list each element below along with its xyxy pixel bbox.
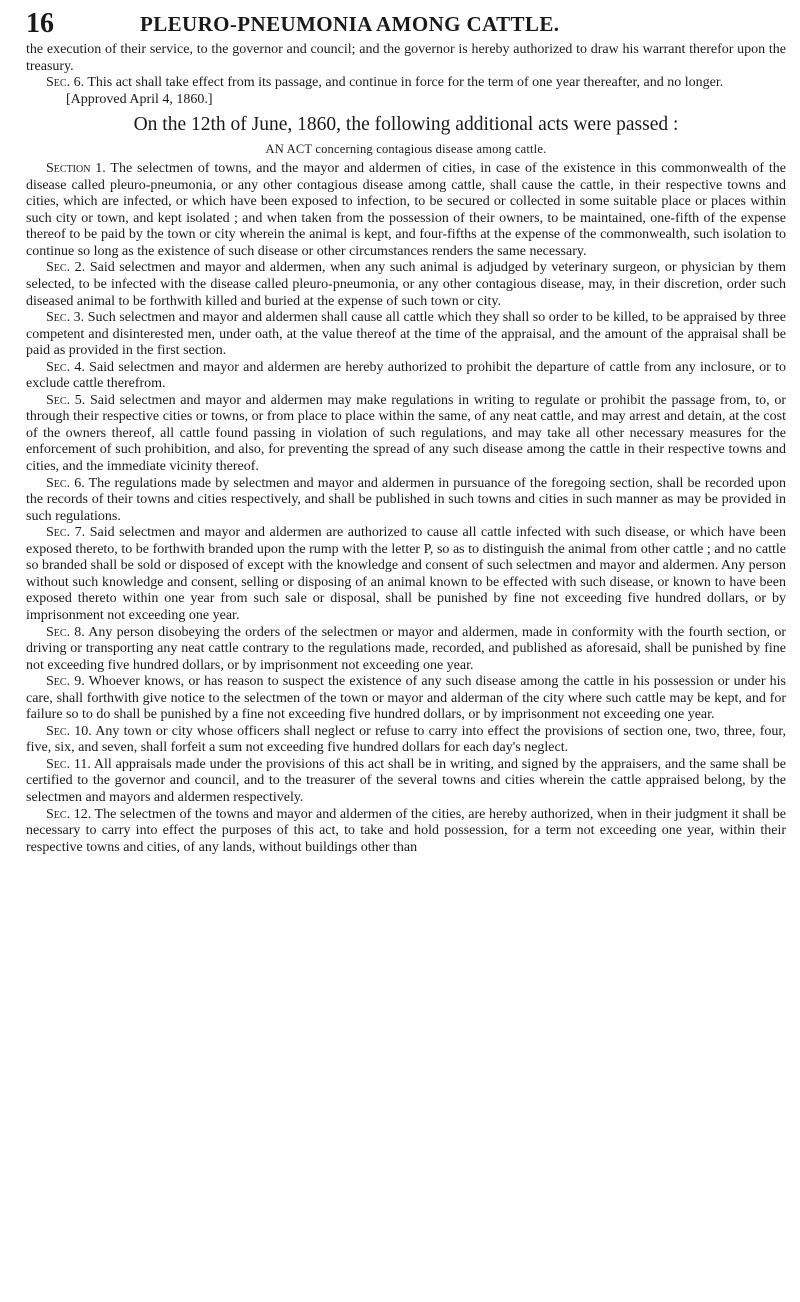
section-label: Sec. 5. — [46, 392, 86, 408]
section-label: Sec. 8. — [46, 624, 85, 640]
act-section — [26, 724, 786, 757]
section-label: Sec. 7. — [46, 525, 86, 541]
section-label: Sec. 10. — [46, 723, 92, 739]
book-page — [26, 6, 786, 1296]
section-text: Such selectmen and mayor and aldermen shall cause all cattle which they shall so order to be killed, to be appraised by three competent and disinterested men, under oath, at the value thereof at the time of the appraisal, and the amount of the appraisal shall be paid as provided in the first section. — [26, 310, 786, 359]
section-label: Sec. 3. — [46, 310, 85, 326]
act-section — [26, 310, 786, 360]
act-section — [26, 161, 786, 260]
section-text: Any person disobeying the orders of the selectmen or mayor and aldermen, made in conformity with the fourth section, or driving or transporting any neat cattle contrary to the regulations made, recorded, and published as aforesaid, shall be punished by fine not exceeding five hundred dollars, or by imprisonment not exceeding one year. — [26, 624, 786, 673]
section-text: This act shall take effect from its passage, and continue in force for the term of one year thereafter, and no longer. — [87, 75, 724, 91]
section-text: Said selectmen and mayor and aldermen may make regulations in writing to regulate or prohibit the passage from, to, or through their respective cities or towns, or from place to place within the same, of any neat cattle, and may arrest and detain, at the cost of the owners thereof, all cattle found passing in violation of such regulations, and may take all other necessary measures for the enforcement of such prohibition, and also, for preventing the spread of any such disease among the cattle in their respective towns and cities, and the immediate vicinity thereof. — [26, 392, 786, 475]
section-text: Any town or city whose officers shall neglect or refuse to carry into effect the provisions of section one, two, three, four, five, six, and seven, shall forfeit a sum not exceeding five hundred dollars for each day's neglect. — [26, 723, 786, 756]
page-body — [26, 42, 786, 856]
act-section — [26, 807, 786, 857]
act-section — [26, 674, 786, 724]
act-section — [26, 757, 786, 807]
page-header — [26, 6, 786, 42]
running-title: PLEURO-PNEUMONIA AMONG CATTLE. — [140, 12, 560, 36]
act-section — [26, 625, 786, 675]
section-text: The selectmen of towns, and the mayor and aldermen of cities, in case of the existence in this commonwealth of the disease called pleuro-pneumonia, or any other contagious disease among cattle, shall cause the cattle, in their respective towns and cities, which are infected, or which have been exposed to infection, to be secured or collected in some suitable place or places within such city or town, and kept isolated ; and when taken from the possession of their owners, to be maintained, one-fifth of the expense thereof to be paid by the town or city wherein the animal is kept, and four-fifths at the expense of the commonwealth, such isolation to continue so long as the existence of such disease or other circumstances renders the same necessary. — [26, 161, 786, 259]
section-text: All appraisals made under the provisions of this act shall be in writing, and signed by the appraisers, and the same shall be certified to the governor and council, and to the treasurer of the several towns and cities wherein the cattle appraised belong, by the selectmen and mayors and aldermen respectively. — [26, 756, 786, 805]
section-text: The regulations made by selectmen and mayor and aldermen in pursuance of the foregoing section, shall be recorded upon the records of their towns and cities respectively, and shall be published in such towns and cities in such manner as may be provided in such regulations. — [26, 475, 786, 524]
section-text: Said selectmen and mayor and aldermen are hereby authorized to prohibit the departure of cattle from any inclosure, or to exclude cattle therefrom. — [26, 359, 786, 392]
section-label: Sec. 11. — [46, 756, 91, 772]
section-label: Sec. 2. — [46, 260, 86, 276]
act-section — [26, 476, 786, 526]
section-text: Whoever knows, or has reason to suspect the existence of any such disease among the cattle in his possession or under his care, shall forthwith give notice to the selectmen of the town or mayor and alderman of the city where such cattle may be kept, and for failure so to do shall be punished by a fine not exceeding five hundred dollars, or by imprisonment not exceeding one year. — [26, 674, 787, 723]
page-number: 16 — [26, 8, 54, 39]
section-label: Section 1. — [46, 161, 106, 177]
section-text: Said selectmen and mayor and aldermen are authorized to cause all cattle infected with such disease, or which have been exposed thereto, to be forthwith branded upon the rump with the letter P, so as to distinguish the animal from other cattle ; and no cattle so branded shall be sold or disposed of except with the knowledge and consent of such selectmen and mayor and aldermen. Any person without such knowledge and consent, selling or disposing of an animal known to be effected with such disease, or known to have been exposed thereto within one year from such sale or disposal, shall be punished by fine not exceeding five hundred dollars, or by imprisonment not exceeding one year. — [26, 525, 787, 623]
continuation-paragraph: the execution of their service, to the governor and council; and the governor is hereby authorized to draw his warrant therefor upon the treasury. — [26, 42, 786, 74]
approval-note: [Approved April 4, 1860.] — [66, 91, 213, 107]
section-label: Sec. 4. — [46, 359, 85, 375]
section-label: Sec. 12. — [46, 806, 92, 822]
act-section — [26, 393, 786, 476]
section-label: Sec. 6. — [46, 475, 85, 491]
act-section — [26, 525, 786, 624]
section-label: Sec. 6. — [46, 75, 85, 91]
act-title: AN ACT concerning contagious disease among cattle. — [265, 142, 547, 157]
section-text: The selectmen of the towns and mayor and aldermen of the cities, are hereby authorized, when in their judgment it shall be necessary to carry into effect the purposes of this act, to take and hold possession, for a term not exceeding one year, within their respective towns and cities, of any lands, without buildings other than — [26, 806, 786, 855]
act-section — [26, 360, 786, 393]
section-intro-heading: On the 12th of June, 1860, the following additional acts were passed : — [133, 114, 679, 136]
section-label: Sec. 9. — [46, 674, 85, 690]
section-text: Said selectmen and mayor and aldermen, when any such animal is adjudged by veterinary surgeon, or physician by them selected, to be infected with the disease called pleuro-pneumonia, or any other contagious disease, may, in their discretion, order such diseased animal to be forthwith killed and buried at the expense of such town or city. — [26, 260, 787, 309]
prior-act-section-6 — [26, 75, 786, 92]
act-section — [26, 260, 786, 310]
